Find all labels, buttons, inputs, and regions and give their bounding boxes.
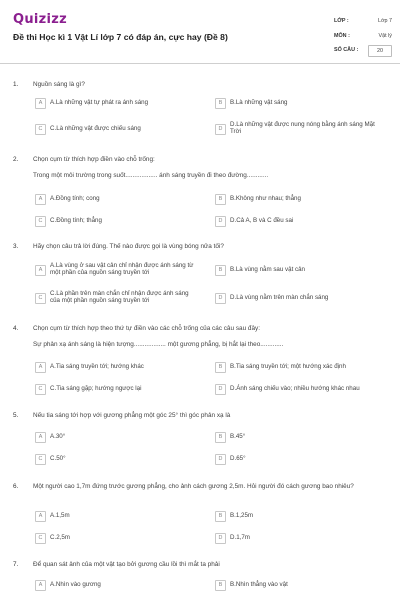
meta-class bbox=[334, 16, 392, 31]
question-text: Nguồn sáng là gì? bbox=[33, 81, 85, 88]
option-text: B.Tia sáng truyền tới; một hướng xác định bbox=[230, 363, 346, 370]
option-letter: B bbox=[215, 432, 226, 443]
option-text: C.Đồng tính; thẳng bbox=[50, 217, 102, 224]
question-number: 6. bbox=[13, 483, 19, 490]
option-text: A.Tia sáng truyền tới; hướng khác bbox=[50, 363, 144, 370]
option-letter: A bbox=[35, 265, 46, 276]
question-number: 2. bbox=[13, 156, 19, 163]
option-letter: A bbox=[35, 580, 46, 591]
header bbox=[0, 0, 400, 64]
option-letter: B bbox=[215, 194, 226, 205]
option-text: B.Là vùng nằm sau vật cản bbox=[230, 266, 305, 273]
option-text: C.2,5m bbox=[50, 534, 70, 541]
meta-subject-value: Vật lý bbox=[378, 33, 392, 39]
option-text: A.Là những vật tự phát ra ánh sáng bbox=[50, 99, 149, 106]
option-letter: C bbox=[35, 293, 46, 304]
option-letter: D bbox=[215, 533, 226, 544]
option-letter: C bbox=[35, 384, 46, 395]
option-text: C.Là những vật được chiếu sáng bbox=[50, 125, 141, 132]
option-text: D.Ánh sáng chiếu vào; nhiều hướng khác nhau bbox=[230, 385, 360, 392]
option-text: A.Là vùng ở sau vật cản chỉ nhận được ánh sáng từ một phần của nguồn sáng truyền tới bbox=[50, 262, 194, 277]
option-text: D.1,7m bbox=[230, 534, 250, 541]
option-letter: C bbox=[35, 124, 46, 135]
option-letter: D bbox=[215, 454, 226, 465]
option-text: A.30° bbox=[50, 433, 66, 440]
option-letter: A bbox=[35, 362, 46, 373]
question-number: 5. bbox=[13, 412, 19, 419]
option-text: A.Nhìn vào gương bbox=[50, 581, 101, 588]
option-letter: C bbox=[35, 533, 46, 544]
question-text: Chọn cụm từ thích hợp theo thứ tự điền vào các chỗ trống của các câu sau đây: bbox=[33, 325, 260, 332]
option-letter: D bbox=[215, 384, 226, 395]
question-number: 1. bbox=[13, 81, 19, 88]
question-text: Chọn cụm từ thích hợp điền vào chỗ trống: bbox=[33, 156, 155, 163]
option-text: D.Là vùng nằm trên màn chắn sáng bbox=[230, 294, 329, 301]
option-letter: B bbox=[215, 511, 226, 522]
option-letter: B bbox=[215, 362, 226, 373]
option-letter: B bbox=[215, 98, 226, 109]
meta-class-value: Lớp 7 bbox=[377, 18, 392, 24]
option-letter: C bbox=[35, 454, 46, 465]
option-text: B.Nhìn thẳng vào vật bbox=[230, 581, 288, 588]
question-number: 7. bbox=[13, 561, 19, 568]
option-letter: A bbox=[35, 511, 46, 522]
meta-subject-label: MÔN : bbox=[334, 33, 350, 39]
option-text: D.Cả A, B và C đều sai bbox=[230, 217, 294, 224]
meta-count-value: 20 bbox=[368, 45, 392, 57]
document-title: Đề thi Học kì 1 Vật Lí lớp 7 có đáp án, cực hay (Đề 8) bbox=[13, 32, 228, 42]
option-letter: C bbox=[35, 216, 46, 227]
option-letter: D bbox=[215, 216, 226, 227]
option-text: B.45° bbox=[230, 433, 246, 440]
option-text: C.Tia sáng gặp; hướng ngược lại bbox=[50, 385, 142, 392]
meta-count-label: SỐ CÂU : bbox=[334, 47, 359, 53]
option-text: C.50° bbox=[50, 455, 66, 462]
option-text: B.1,25m bbox=[230, 512, 254, 519]
question-text: Nếu tia sáng tới hợp với gương phẳng một góc 25° thì góc phản xạ là bbox=[33, 412, 231, 419]
option-letter: A bbox=[35, 432, 46, 443]
option-text: B.Không như nhau; thẳng bbox=[230, 195, 301, 202]
quizizz-logo: Quizizz bbox=[13, 12, 68, 27]
option-text: B.Là những vật sáng bbox=[230, 99, 288, 106]
option-letter: D bbox=[215, 293, 226, 304]
question-sub-text: Sự phản xạ ánh sáng là hiện tượng.................. một gương phẳng, bị hắt lại theo............. bbox=[33, 341, 284, 348]
option-text: C.Là phần trên màn chắn chỉ nhận được ánh sáng của một phần nguồn sáng truyền tới bbox=[50, 290, 189, 305]
option-text: D.65° bbox=[230, 455, 246, 462]
option-letter: A bbox=[35, 98, 46, 109]
option-letter: B bbox=[215, 265, 226, 276]
option-text: A.1,5m bbox=[50, 512, 70, 519]
meta-class-label: LỚP : bbox=[334, 18, 349, 24]
question-number: 4. bbox=[13, 325, 19, 332]
meta-subject bbox=[334, 31, 392, 46]
option-letter: A bbox=[35, 194, 46, 205]
option-letter: B bbox=[215, 580, 226, 591]
option-letter: D bbox=[215, 124, 226, 135]
meta-count bbox=[334, 45, 392, 60]
question-text: Hãy chọn câu trả lời đúng. Thế nào được gọi là vùng bóng nửa tối? bbox=[33, 243, 224, 250]
option-text: A.Đồng tính; cong bbox=[50, 195, 100, 202]
question-text: Một người cao 1,7m đứng trước gương phẳng, cho ảnh cách gương 2,5m. Hỏi người đó cách gương bao nhiêu? bbox=[33, 483, 354, 490]
question-number: 3. bbox=[13, 243, 19, 250]
question-sub-text: Trong một môi trường trong suốt.................. ánh sáng truyền đi theo đường............ bbox=[33, 172, 269, 179]
option-text: D.Là những vật được nung nóng bằng ánh sáng Mặt Trời bbox=[230, 121, 375, 136]
question-text: Để quan sát ảnh của một vật tạo bởi gương cầu lồi thì mắt ta phải bbox=[33, 561, 220, 568]
